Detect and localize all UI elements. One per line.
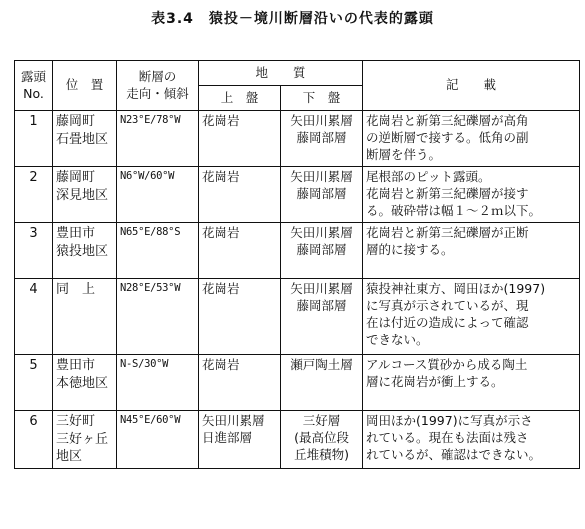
lower-wall-cell: 瀬戸陶土層 <box>281 355 363 411</box>
table-caption: 表3.4 猿投－境川断層沿いの代表的露頭 <box>151 11 434 27</box>
location-cell: 同 上 <box>53 279 117 355</box>
outcrop-number: 6 <box>15 411 53 469</box>
lower-wall-cell: 矢田川累層 藤岡部層 <box>281 111 363 167</box>
location-cell: 藤岡町 深見地区 <box>53 167 117 223</box>
table-body <box>15 111 580 469</box>
description-cell: 岡田ほか(1997)に写真が示さ れている。現在も法面は残さ れているが、確認はできない。 <box>363 411 580 469</box>
header-outcrop-no: 露頭 No. <box>15 61 53 111</box>
location-cell: 藤岡町 石畳地区 <box>53 111 117 167</box>
description-cell: 花崗岩と新第三紀礫層が正断 層的に接する。 <box>363 223 580 279</box>
lower-wall-cell: 矢田川累層 藤岡部層 <box>281 223 363 279</box>
location-cell: 豊田市 猿投地区 <box>53 223 117 279</box>
outcrop-number: 5 <box>15 355 53 411</box>
lower-wall-cell: 矢田川累層 藤岡部層 <box>281 167 363 223</box>
fault-strike-dip-cell: N6°W/60°W <box>117 167 199 223</box>
table-row <box>15 411 580 469</box>
upper-wall-cell: 花崗岩 <box>199 279 281 355</box>
header-lower-wall: 下 盤 <box>281 86 363 111</box>
upper-wall-cell: 花崗岩 <box>199 355 281 411</box>
description-cell: アルコース質砂から成る陶土 層に花崗岩が衝上する。 <box>363 355 580 411</box>
description-cell: 猿投神社東方、岡田ほか(1997) に写真が示されているが、現 在は付近の造成によって確認 できない。 <box>363 279 580 355</box>
upper-wall-cell: 花崗岩 <box>199 111 281 167</box>
location-cell: 豊田市 本徳地区 <box>53 355 117 411</box>
header-location: 位 置 <box>53 61 117 111</box>
outcrop-table <box>14 60 580 469</box>
table-row <box>15 355 580 411</box>
table-header <box>15 61 580 111</box>
description-cell: 花崗岩と新第三紀礫層が高角 の逆断層で接する。低角の副 断層を伴う。 <box>363 111 580 167</box>
fault-strike-dip-cell: N45°E/60°W <box>117 411 199 469</box>
fault-strike-dip-cell: N65°E/88°S <box>117 223 199 279</box>
table-row <box>15 111 580 167</box>
upper-wall-cell: 矢田川累層 日進部層 <box>199 411 281 469</box>
upper-wall-cell: 花崗岩 <box>199 223 281 279</box>
fault-strike-dip-cell: N23°E/78°W <box>117 111 199 167</box>
upper-wall-cell: 花崗岩 <box>199 167 281 223</box>
outcrop-number: 2 <box>15 167 53 223</box>
table-row <box>15 223 580 279</box>
lower-wall-cell: 三好層 (最高位段 丘堆積物) <box>281 411 363 469</box>
header-description: 記 載 <box>363 61 580 111</box>
header-geology: 地 質 <box>199 61 363 86</box>
header-fault-strike-dip: 断層の 走向・傾斜 <box>117 61 199 111</box>
lower-wall-cell: 矢田川累層 藤岡部層 <box>281 279 363 355</box>
location-cell: 三好町 三好ヶ丘 地区 <box>53 411 117 469</box>
outcrop-number: 4 <box>15 279 53 355</box>
fault-strike-dip-cell: N-S/30°W <box>117 355 199 411</box>
table-row <box>15 279 580 355</box>
fault-strike-dip-cell: N28°E/53°W <box>117 279 199 355</box>
header-upper-wall: 上 盤 <box>199 86 281 111</box>
outcrop-number: 3 <box>15 223 53 279</box>
table-row <box>15 167 580 223</box>
outcrop-number: 1 <box>15 111 53 167</box>
description-cell: 尾根部のピット露頭。 花崗岩と新第三紀礫層が接す る。破砕帯は幅１～２ｍ以下。 <box>363 167 580 223</box>
